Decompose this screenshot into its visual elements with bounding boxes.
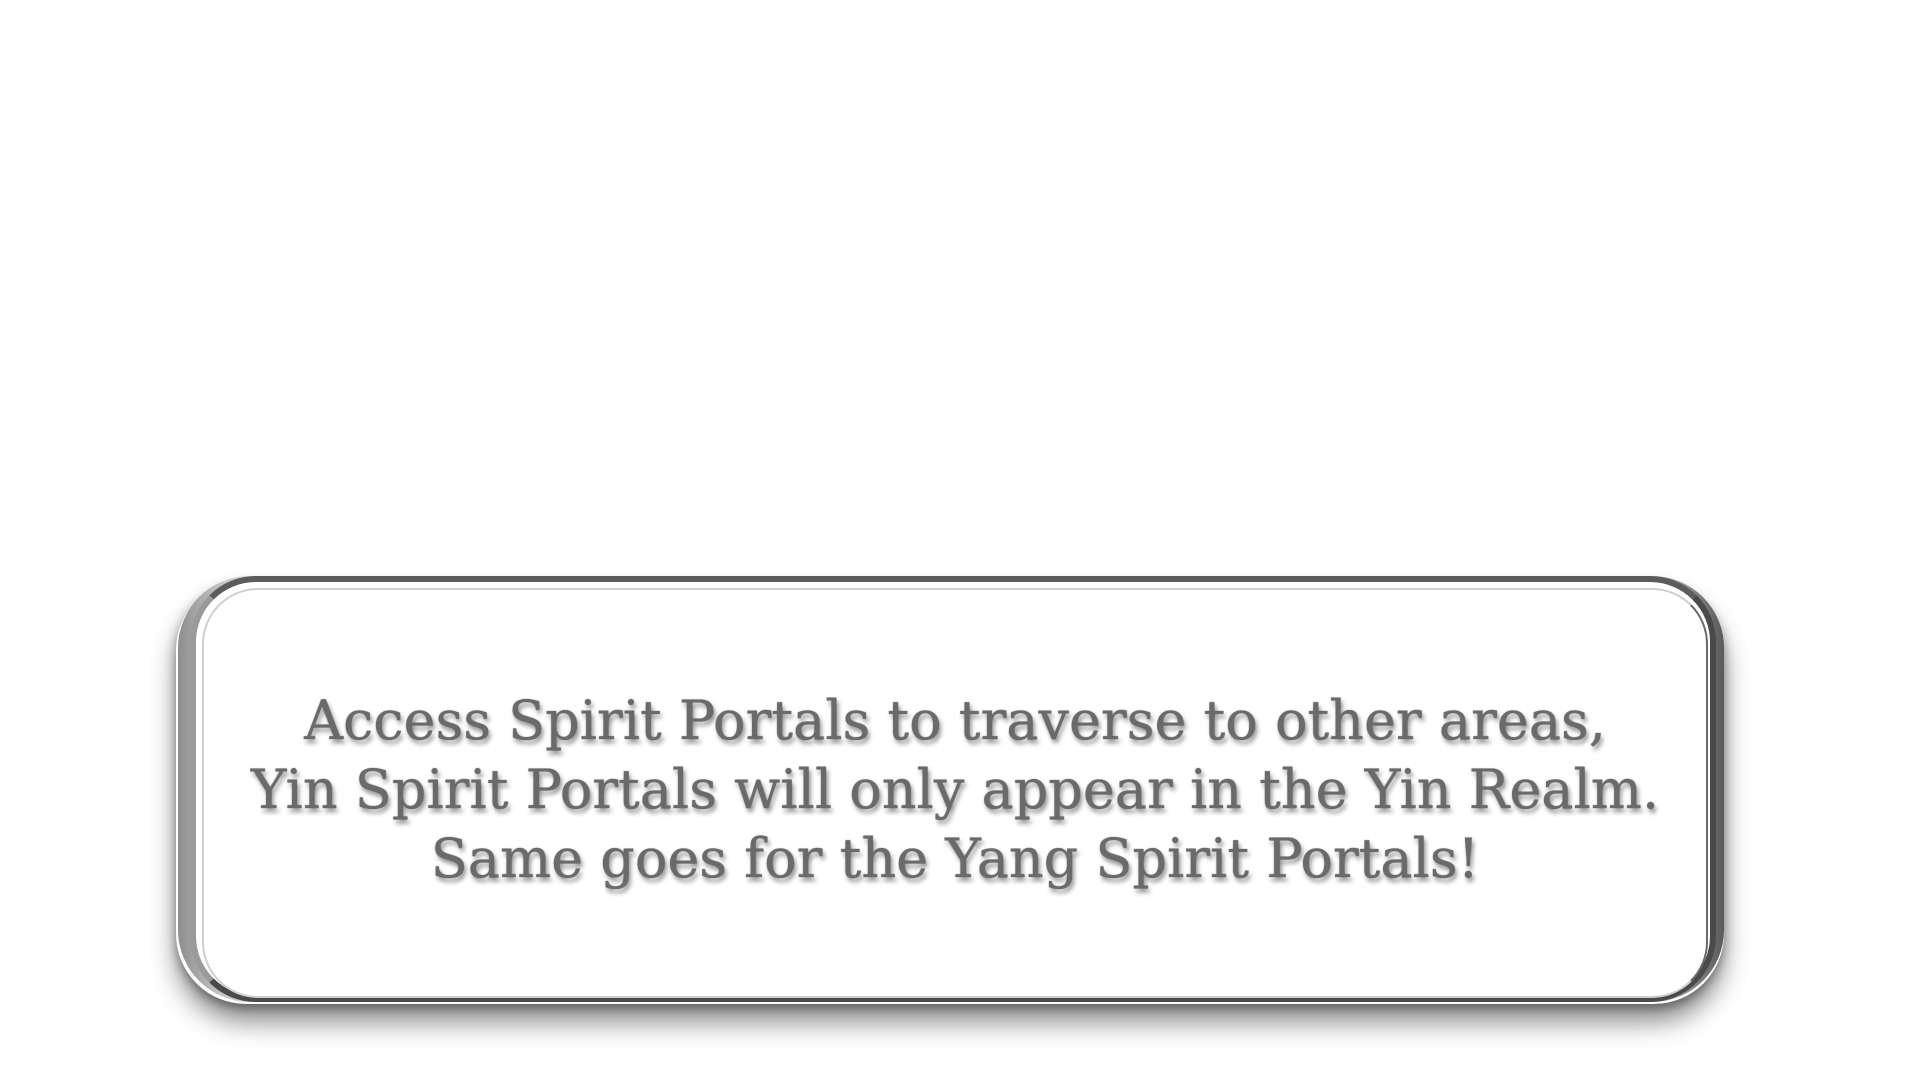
tutorial-line-2: Yin Spirit Portals will only appear in the Yin Realm. (250, 758, 1660, 821)
tutorial-line-3: Same goes for the Yang Spirit Portals! (430, 827, 1480, 890)
tutorial-message (240, 686, 1670, 893)
tutorial-line-1: Access Spirit Portals to traverse to other areas, (304, 689, 1606, 752)
